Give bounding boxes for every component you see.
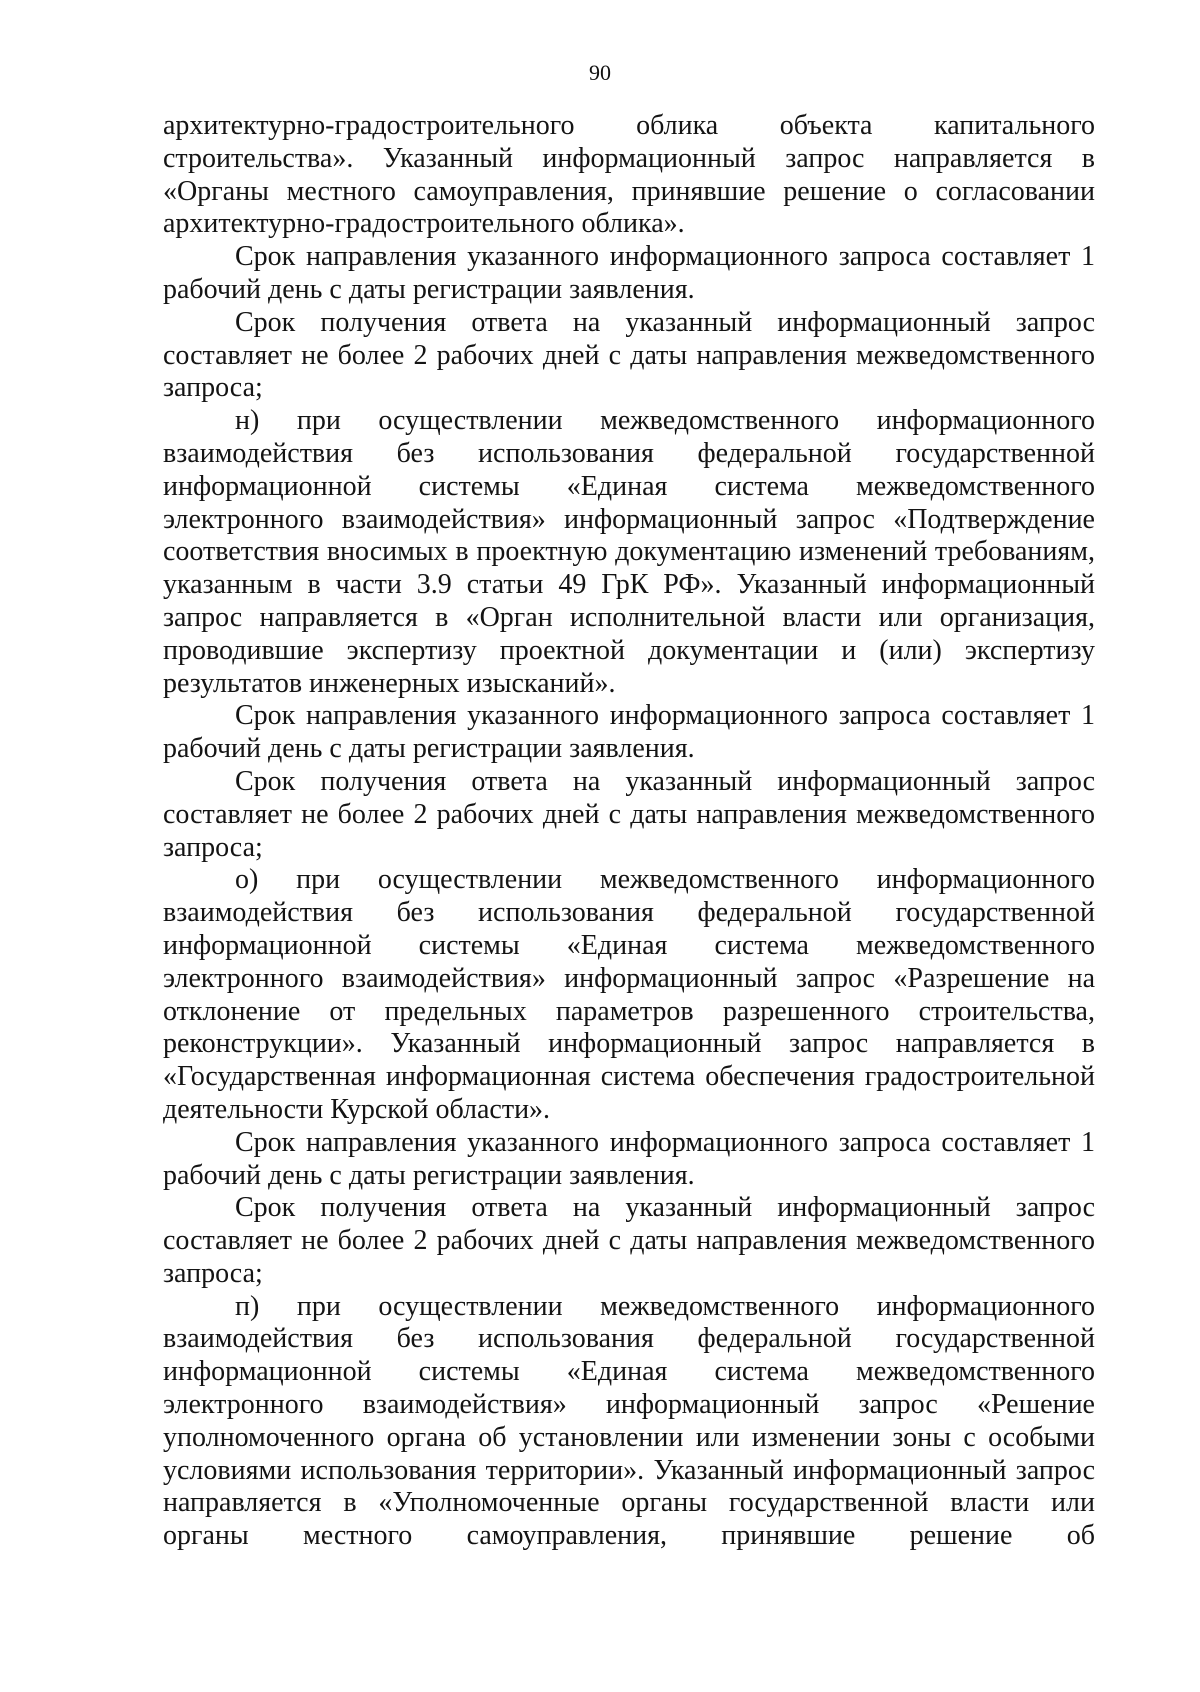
paragraph-item-n: н) при осуществлении межведомственного информационного взаимодействия без использования федеральной государственной информационной системы «Единая система межведомственного электронного взаимодействия» информационный запрос «Подтверждение соответствия вносимых в проектную документацию изменений требованиям, указанным в части 3.9 статьи 49 ГрК РФ». Указанный информационный запрос направляется в «Орган исполнительной власти или организация, проводившие экспертизу проектной документации и (или) экспертизу результатов инженерных изысканий». [163, 405, 1095, 699]
paragraph-request-deadline: Срок направления указанного информационного запроса составляет 1 рабочий день с даты регистрации заявления. [163, 1126, 1095, 1191]
paragraph-item-o: о) при осуществлении межведомственного информационного взаимодействия без использования федеральной государственной информационной системы «Единая система межведомственного электронного взаимодействия» информационный запрос «Разрешение на отклонение от предельных параметров разрешенного строительства, реконструкции». Указанный информационный запрос направляется в «Государственная информационная система обеспечения градостроительной деятельности Курской области». [163, 864, 1095, 1125]
paragraph-response-deadline: Срок получения ответа на указанный информационный запрос составляет не более 2 рабочих дней с даты направления межведомственного запроса; [163, 765, 1095, 863]
paragraph-response-deadline: Срок получения ответа на указанный информационный запрос составляет не более 2 рабочих дней с даты направления межведомственного запроса; [163, 306, 1095, 404]
paragraph-response-deadline: Срок получения ответа на указанный информационный запрос составляет не более 2 рабочих дней с даты направления межведомственного запроса; [163, 1192, 1095, 1289]
paragraph-request-deadline: Срок направления указанного информационного запроса составляет 1 рабочий день с даты регистрации заявления. [163, 241, 1095, 305]
paragraph-continuation: архитектурно-градостроительного облика объекта капитального строительства». Указанный информационный запрос направляется в «Органы местного самоуправления, принявшие решение о согласовании архитектурно-градостроительного облика». [163, 110, 1095, 240]
document-body [163, 110, 1095, 1553]
paragraph-item-p: п) при осуществлении межведомственного информационного взаимодействия без использования федеральной государственной информационной системы «Единая система межведомственного электронного взаимодействия» информационный запрос «Решение уполномоченного органа об установлении или изменении зоны с особыми условиями использования территории». Указанный информационный запрос направляется в «Уполномоченные органы государственной власти или органы местного самоуправления, принявшие решение об [163, 1290, 1095, 1552]
paragraph-request-deadline: Срок направления указанного информационного запроса составляет 1 рабочий день с даты регистрации заявления. [163, 700, 1095, 765]
page-number: 90 [589, 60, 611, 85]
